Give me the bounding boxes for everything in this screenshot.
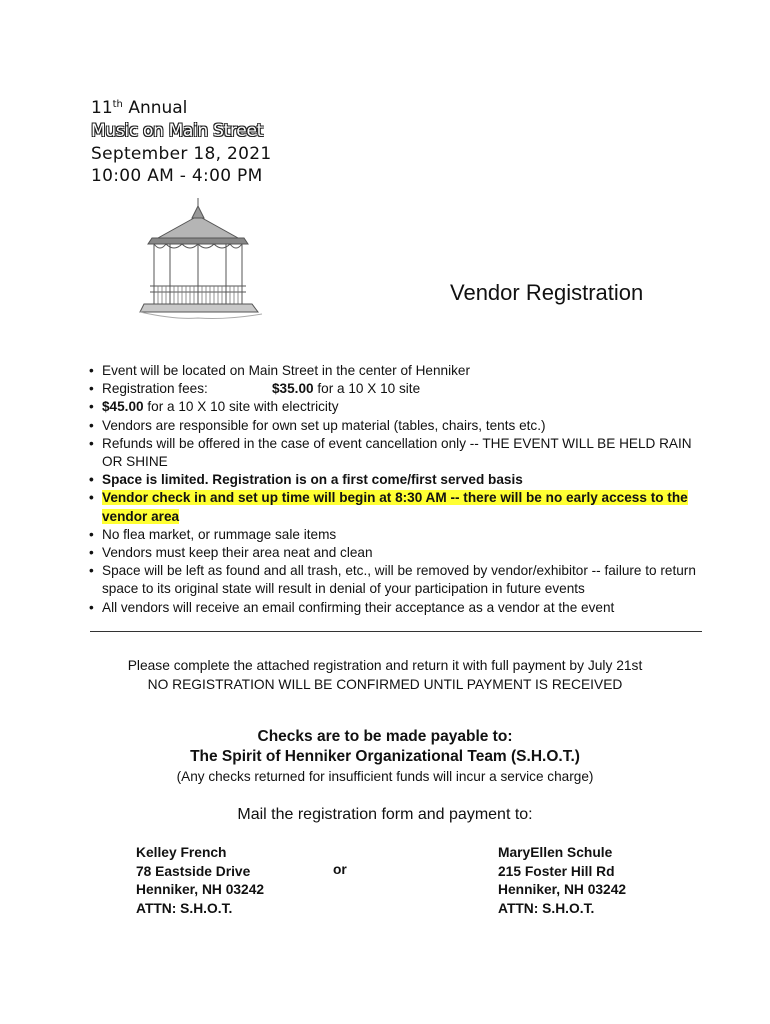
ordinal-number: 11 [91,98,113,118]
address-street: 215 Foster Hill Rd [498,863,615,879]
address-name: Kelley French [136,845,227,860]
address-right [498,844,626,918]
mail-heading: Mail the registration form and payment to: [237,806,533,823]
list-item: • Vendors are responsible for own set up material (tables, chairs, tents etc.) [88,417,708,435]
address-street: 78 Eastside Drive [136,863,251,879]
address-city: Henniker, NH 03242 [136,882,265,897]
list-item: • Refunds will be offered in the case of event cancellation only -- THE EVENT WILL BE HELD RAIN OR SHINE [88,435,708,471]
address-left [136,844,264,918]
gazebo-icon [136,196,266,326]
rules-list [88,362,708,617]
list-item: • No flea market, or rummage sale items [88,526,708,544]
event-name: Music on Main Street [91,121,263,141]
address-attn: ATTN: S.H.O.T. [498,900,595,916]
or-separator: or [333,862,347,877]
list-item-fees: • Registration fees: $35.00 for a 10 X 10 site [88,380,708,398]
checks-payable [0,727,770,787]
address-attn: ATTN: S.H.O.T. [136,900,233,916]
list-item: • Space will be left as found and all trash, etc., will be removed by vendor/exhibitor -- failure to return space to its original state will result in denial of your participation in future events [88,562,708,598]
list-item-space-limited: • Space is limited. Registration is on a first come/first served basis [88,471,708,489]
ordinal-suffix: th [112,99,123,110]
list-item: • Event will be located on Main Street in the center of Henniker [88,362,708,380]
list-item: • All vendors will receive an email confirming their acceptance as a vendor at the event [88,599,708,617]
page-title: Vendor Registration [450,280,644,305]
list-item: • Vendors must keep their area neat and clean [88,544,708,562]
divider [90,631,702,632]
payee-name: The Spirit of Henniker Organizational Team (S.H.O.T.) [190,748,580,765]
anniversary-line [91,94,271,119]
fee-second-line: • $45.00 for a 10 X 10 site with electricity [88,398,708,416]
payment-note [0,656,770,694]
list-item-checkin: • Vendor check in and set up time will begin at 8:30 AM -- there will be no early access to the vendor area [88,489,708,525]
event-header [91,94,271,187]
event-time: 10:00 AM - 4:00 PM [91,166,263,186]
note-deadline: Please complete the attached registration and return it with full payment by July 21st [127,658,643,673]
address-city: Henniker, NH 03242 [498,882,627,897]
annual-label: Annual [128,98,188,118]
checks-heading: Checks are to be made payable to: [257,728,513,745]
address-name: MaryEllen Schule [498,845,613,860]
note-confirmation: NO REGISTRATION WILL BE CONFIRMED UNTIL PAYMENT IS RECEIVED [147,677,623,692]
event-date: September 18, 2021 [91,144,272,164]
checks-notice: (Any checks returned for insufficient funds will incur a service charge) [176,769,594,784]
